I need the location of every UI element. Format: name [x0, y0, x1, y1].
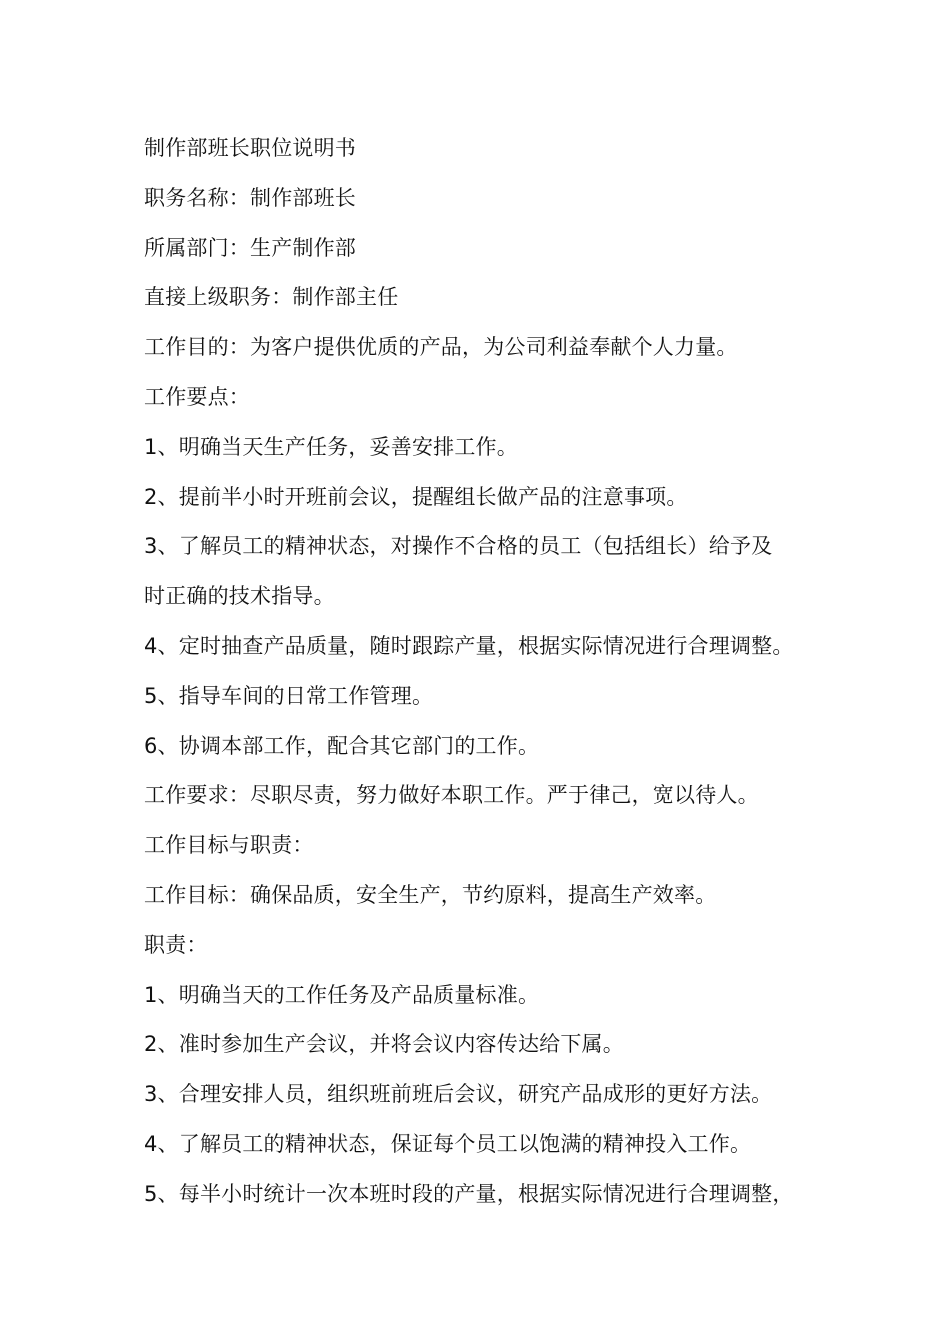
document-body — [144, 124, 844, 1220]
key-points-heading: 工作要点： — [144, 384, 250, 409]
work-goals: 工作目标：确保品质，安全生产，节约原料，提高生产效率。 — [144, 882, 717, 907]
key-point-item: 5、指导车间的日常工作管理。 — [144, 683, 434, 708]
duty-item: 1、明确当天的工作任务及产品质量标准。 — [144, 982, 540, 1007]
key-point-item: 6、协调本部工作，配合其它部门的工作。 — [144, 733, 540, 758]
duty-item: 3、合理安排人员，组织班前班后会议，研究产品成形的更好方法。 — [144, 1082, 773, 1107]
key-point-item: 2、提前半小时开班前会议，提醒组长做产品的注意事项。 — [144, 484, 688, 509]
goals-heading: 工作目标与职责： — [144, 833, 314, 858]
key-point-item: 4、定时抽查产品质量，随时跟踪产量，根据实际情况进行合理调整。 — [144, 633, 794, 658]
duty-item: 2、准时参加生产会议，并将会议内容传达给下属。 — [144, 1032, 624, 1057]
key-point-item: 3、了解员工的精神状态，对操作不合格的员工（包括组长）给予及 — [144, 534, 773, 559]
key-point-item-continuation: 时正确的技术指导。 — [144, 584, 335, 609]
work-purpose: 工作目的：为客户提供优质的产品，为公司利益奉献个人力量。 — [144, 335, 738, 360]
key-point-item: 1、明确当天生产任务，妥善安排工作。 — [144, 434, 518, 459]
department: 所属部门：生产制作部 — [144, 235, 356, 260]
supervisor: 直接上级职务：制作部主任 — [144, 285, 399, 310]
duties-heading: 职责： — [144, 932, 208, 957]
document-title: 制作部班长职位说明书 — [144, 136, 356, 160]
duty-item: 4、了解员工的精神状态，保证每个员工以饱满的精神投入工作。 — [144, 1131, 752, 1156]
position-name: 职务名称：制作部班长 — [144, 185, 356, 210]
work-requirements: 工作要求：尽职尽责，努力做好本职工作。严于律己，宽以待人。 — [144, 783, 759, 808]
duty-item: 5、每半小时统计一次本班时段的产量，根据实际情况进行合理调整， — [144, 1181, 794, 1206]
